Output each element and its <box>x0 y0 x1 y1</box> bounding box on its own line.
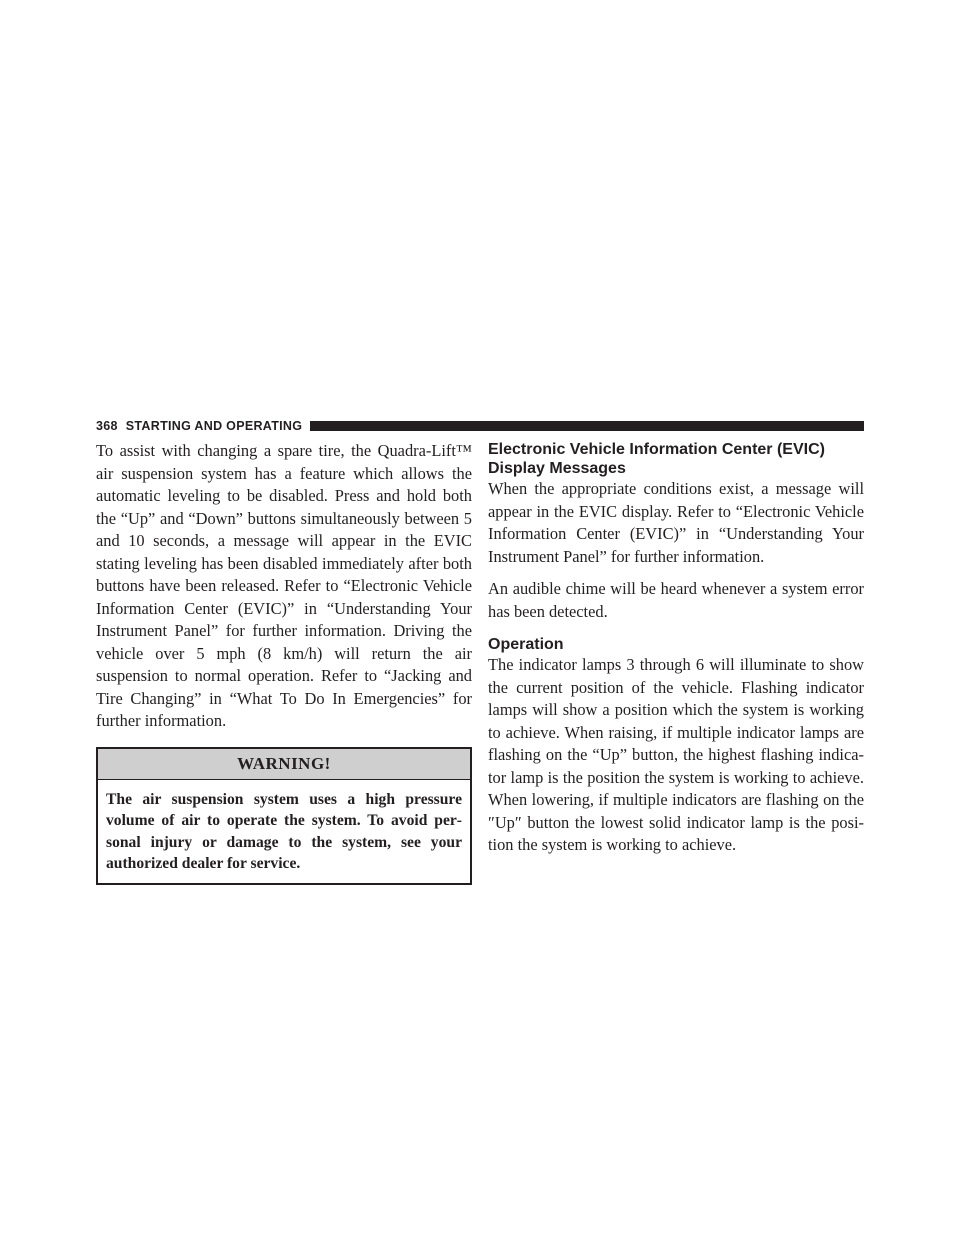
section-title: STARTING AND OPERATING <box>125 419 303 433</box>
right-column <box>488 440 864 857</box>
evic-paragraph-2: An audible chime will be heard whenever a system error has been detected. <box>488 579 864 621</box>
page-number: 368 <box>96 419 118 433</box>
heading-evic-messages: Electronic Vehicle Information Center (EVIC) Display Messages <box>488 441 825 477</box>
operation-paragraph: The indicator lamps 3 through 6 will illuminate to show the current position of the vehicle. Flashing indicator lamps will show a position which the system is working to achieve. When raising, if multiple indicator lamps are flashing on the “Up” button, the highest flashing indicator lamp is the position the system is working to achieve. When lowering, if multiple indicators are flashing on the ″Up″ button the lowest solid indicator lamp is the position the system is working to achieve. <box>488 655 864 854</box>
warning-box <box>96 747 472 885</box>
warning-title: WARNING! <box>98 749 470 780</box>
spare-tire-paragraph: To assist with changing a spare tire, the Quadra-Lift™ air suspension system has a feature which allows the automatic leveling to be disabled. Press and hold both the “Up” and “Down” buttons simultaneously between 5 and 10 seconds, a message will appear in the EVIC stating leveling has been disabled immediately after both buttons have been released. Refer to “Electronic Vehicle Information Center (EVIC)” in “Understanding Your Instrument Panel” for further information. Driving the vehicle over 5 mph (8 km/h) will return the air suspension to normal operation. Refer to “Jacking and Tire Changing” in “What To Do In Emergencies” for further information. <box>96 441 472 730</box>
page-header <box>96 419 864 433</box>
header-rule <box>310 421 864 431</box>
evic-paragraph-1: When the appropriate conditions exist, a message will appear in the EVIC display. Refer to “Electronic Vehicle Information Center (EVIC)” in “Understanding Your Instrument Panel” for further information. <box>488 479 864 566</box>
heading-operation: Operation <box>488 636 564 653</box>
warning-text: The air suspension system uses a high pressure volume of air to operate the system. To avoid personal injury or damage to the system, see your authorized dealer for service. <box>106 790 462 872</box>
left-column <box>96 440 472 885</box>
